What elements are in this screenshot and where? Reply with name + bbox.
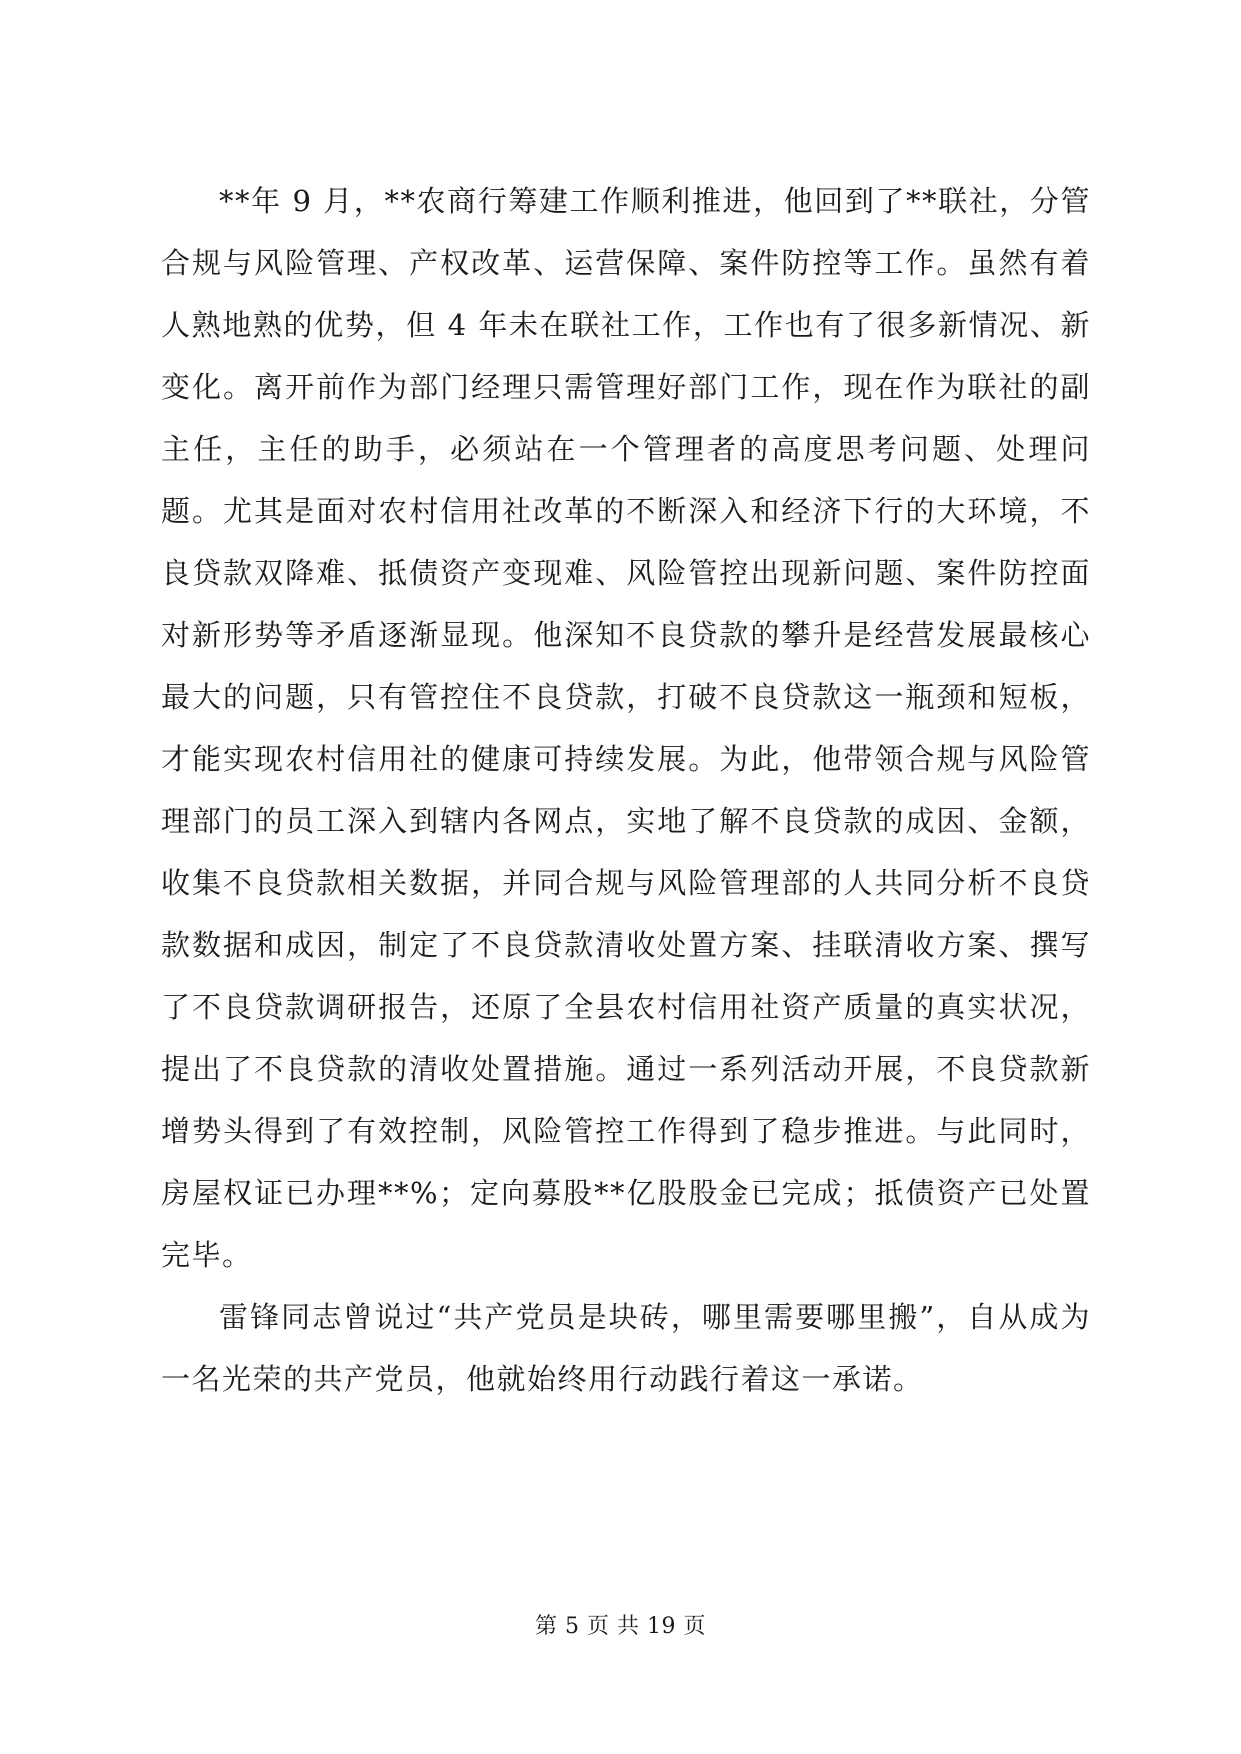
paragraph-2: 雷锋同志曾说过“共产党员是块砖，哪里需要哪里搬”，自从成为一名光荣的共产党员，他就始终用行动践行着这一承诺。 — [161, 1300, 1091, 1396]
page-footer: 第 5 页 共 19 页 — [535, 1614, 706, 1639]
paragraph-1: **年 9 月，**农商行筹建工作顺利推进，他回到了**联社，分管合规与风险管理、产权改革、运营保障、案件防控等工作。虽然有着人熟地熟的优势，但 4 年未在联社工作，工作也有了很多新情况、新变化。离开前作为部门经理只需管理好部门工作，现在作为联社的副主任，主任的助手，必须站在一个管理者的高度思考问题、处理问题。尤其是面对农村信用社改革的不断深入和经济下行的大环境，不良贷款双降难、抵债资产变现难、风险管控出现新问题、案件防控面对新形势等矛盾逐渐显现。他深知不良贷款的攀升是经营发展最核心最大的问题，只有管控住不良贷款，打破不良贷款这一瓶颈和短板，才能实现农村信用社的健康可持续发展。为此，他带领合规与风险管理部门的员工深入到辖内各网点，实地了解不良贷款的成因、金额，收集不良贷款相关数据，并同合规与风险管理部的人共同分析不良贷款数据和成因，制定了不良贷款清收处置方案、挂联清收方案、撰写了不良贷款调研报告，还原了全县农村信用社资产质量的真实状况，提出了不良贷款的清收处置措施。通过一系列活动开展，不良贷款新增势头得到了有效控制，风险管控工作得到了稳步推进。与此同时，房屋权证已办理**%；定向募股**亿股股金已完成；抵债资产已处置完毕。 — [161, 184, 1091, 1272]
body-text — [161, 170, 1091, 1410]
